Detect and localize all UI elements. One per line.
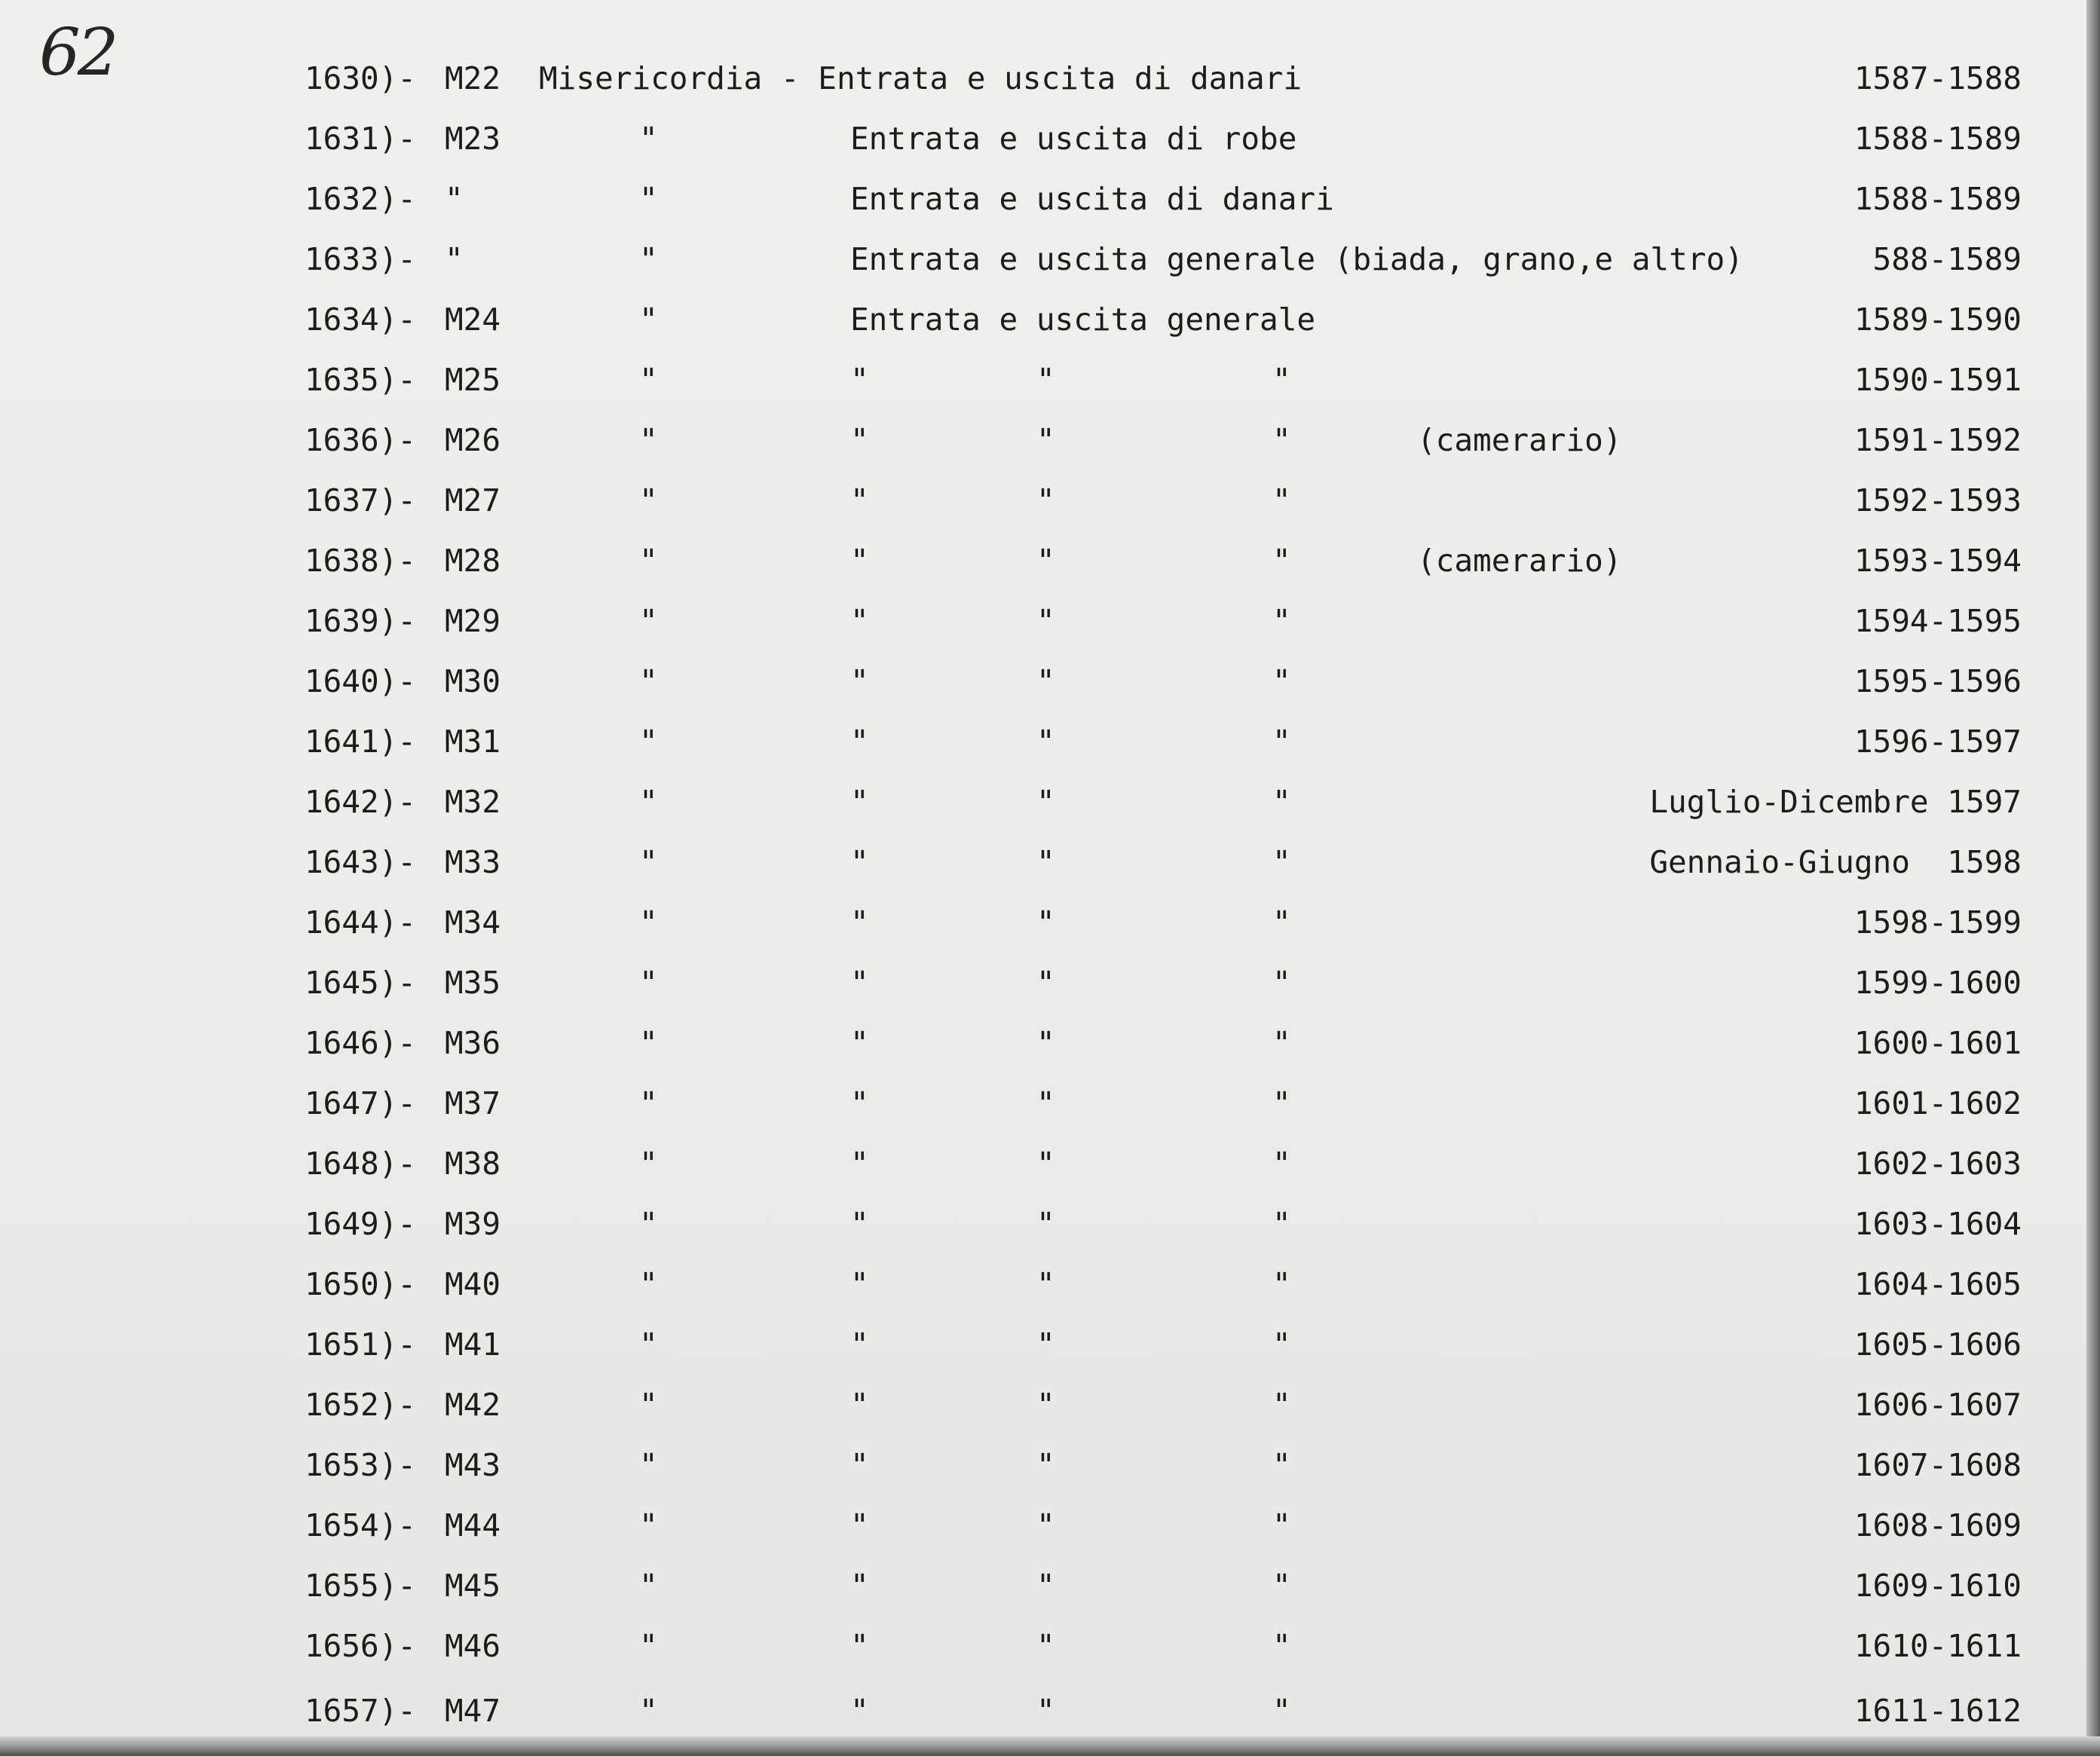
entry-years: 1604-1605 xyxy=(1854,1266,2022,1302)
shelf-mark: M22 xyxy=(445,60,501,96)
ditto-mark: " xyxy=(639,844,658,880)
entry-number: 1656)- xyxy=(305,1628,417,1664)
ditto-mark: " xyxy=(1272,663,1291,699)
ditto-mark: " xyxy=(639,1693,658,1729)
entry-years: 1595-1596 xyxy=(1854,663,2022,699)
ditto-mark: " xyxy=(1272,1025,1291,1061)
list-item xyxy=(0,289,2100,350)
entry-years: 1594-1595 xyxy=(1854,603,2022,639)
ditto-mark: " xyxy=(1272,543,1291,579)
ditto-mark: " xyxy=(639,1025,658,1061)
shelf-mark: M35 xyxy=(445,965,501,1001)
entry-years: 1587-1588 xyxy=(1854,60,2022,96)
entry-number: 1639)- xyxy=(305,603,417,639)
shelf-mark: M45 xyxy=(445,1568,501,1604)
entry-description: Entrata e uscita generale xyxy=(850,301,1316,338)
ditto-mark: " xyxy=(850,724,869,760)
shelf-mark: M46 xyxy=(445,1628,501,1664)
ditto-mark: " xyxy=(850,1507,869,1543)
ditto-mark: " xyxy=(639,1447,658,1483)
entry-years: 1596-1597 xyxy=(1854,724,2022,760)
ditto-mark: " xyxy=(1036,1266,1055,1302)
entry-number: 1646)- xyxy=(305,1025,417,1061)
ditto-mark: " xyxy=(1272,422,1291,458)
ditto-mark: " xyxy=(850,1326,869,1363)
ditto-mark: " xyxy=(1036,724,1055,760)
entry-number: 1653)- xyxy=(305,1447,417,1483)
ditto-mark: " xyxy=(1036,1326,1055,1363)
ditto-mark: " xyxy=(850,1628,869,1664)
list-item xyxy=(0,229,2100,289)
ditto-mark: " xyxy=(850,543,869,579)
ditto-mark: " xyxy=(639,422,658,458)
ditto-mark: " xyxy=(1036,1146,1055,1182)
ditto-mark: " xyxy=(639,1387,658,1423)
list-item xyxy=(0,832,2100,892)
ditto-mark: " xyxy=(1036,1085,1055,1121)
entry-years: 1590-1591 xyxy=(1854,362,2022,398)
ditto-mark: " xyxy=(1272,1085,1291,1121)
list-item xyxy=(0,1375,2100,1435)
ditto-mark: " xyxy=(1036,1387,1055,1423)
ditto-mark: " xyxy=(1036,784,1055,820)
entry-years: 1611-1612 xyxy=(1854,1693,2022,1729)
ditto-mark: " xyxy=(850,1206,869,1242)
ditto-mark: " xyxy=(1036,1447,1055,1483)
ditto-mark: " xyxy=(1272,1266,1291,1302)
entry-years: 1603-1604 xyxy=(1854,1206,2022,1242)
list-item xyxy=(0,48,2100,109)
shelf-mark: M31 xyxy=(445,724,501,760)
ditto-mark: " xyxy=(639,1085,658,1121)
shelf-mark: M25 xyxy=(445,362,501,398)
entry-number: 1654)- xyxy=(305,1507,417,1543)
ditto-mark: " xyxy=(1036,362,1055,398)
ditto-mark: " xyxy=(1036,904,1055,941)
ditto-mark: " xyxy=(1036,543,1055,579)
shelf-mark: M28 xyxy=(445,543,501,579)
list-item xyxy=(0,1616,2100,1676)
entry-years: 1589-1590 xyxy=(1854,301,2022,338)
list-item xyxy=(0,109,2100,169)
ditto-mark: " xyxy=(1036,1628,1055,1664)
entry-number: 1645)- xyxy=(305,965,417,1001)
shelf-mark: M44 xyxy=(445,1507,501,1543)
shelf-mark: M43 xyxy=(445,1447,501,1483)
list-item xyxy=(0,1495,2100,1556)
ditto-mark: " xyxy=(1272,1326,1291,1363)
entry-number: 1643)- xyxy=(305,844,417,880)
ditto-mark: " xyxy=(850,422,869,458)
shelf-mark: " xyxy=(445,181,464,217)
ditto-mark: " xyxy=(1272,1568,1291,1604)
list-item xyxy=(0,470,2100,531)
entry-years: 1606-1607 xyxy=(1854,1387,2022,1423)
ditto-mark: " xyxy=(639,121,658,157)
list-item xyxy=(0,1013,2100,1073)
entry-number: 1640)- xyxy=(305,663,417,699)
ditto-mark: " xyxy=(850,1568,869,1604)
entry-number: 1637)- xyxy=(305,482,417,519)
list-item xyxy=(0,1435,2100,1495)
ditto-mark: " xyxy=(1036,663,1055,699)
ditto-mark: " xyxy=(1036,603,1055,639)
list-item xyxy=(0,953,2100,1013)
entry-years: Gennaio-Giugno 1598 xyxy=(1649,844,2022,880)
entry-number: 1647)- xyxy=(305,1085,417,1121)
page-edge-shadow xyxy=(2086,0,2100,1756)
entry-years: 1609-1610 xyxy=(1854,1568,2022,1604)
shelf-mark: M41 xyxy=(445,1326,501,1363)
shelf-mark: M23 xyxy=(445,121,501,157)
ditto-mark: " xyxy=(639,362,658,398)
list-item xyxy=(0,410,2100,470)
entry-number: 1635)- xyxy=(305,362,417,398)
shelf-mark: M37 xyxy=(445,1085,501,1121)
ditto-mark: " xyxy=(639,663,658,699)
list-item xyxy=(0,1194,2100,1254)
ditto-mark: " xyxy=(639,1507,658,1543)
ditto-mark: " xyxy=(850,1025,869,1061)
shelf-mark: M42 xyxy=(445,1387,501,1423)
ditto-mark: " xyxy=(639,1568,658,1604)
ditto-mark: " xyxy=(850,1387,869,1423)
entry-note: (camerario) xyxy=(1417,422,1622,458)
entry-number: 1636)- xyxy=(305,422,417,458)
entry-years: 1601-1602 xyxy=(1854,1085,2022,1121)
shelf-mark: M47 xyxy=(445,1693,501,1729)
entry-years: 1591-1592 xyxy=(1854,422,2022,458)
ditto-mark: " xyxy=(1272,1387,1291,1423)
shelf-mark: M40 xyxy=(445,1266,501,1302)
list-item xyxy=(0,1133,2100,1194)
ditto-mark: " xyxy=(639,784,658,820)
entry-years: 1588-1589 xyxy=(1854,181,2022,217)
shelf-mark: M30 xyxy=(445,663,501,699)
entry-years: Luglio-Dicembre 1597 xyxy=(1649,784,2022,820)
list-item xyxy=(0,591,2100,651)
ditto-mark: " xyxy=(1036,1025,1055,1061)
shelf-mark: M34 xyxy=(445,904,501,941)
ditto-mark: " xyxy=(850,904,869,941)
ditto-mark: " xyxy=(850,362,869,398)
ditto-mark: " xyxy=(850,1693,869,1729)
ditto-mark: " xyxy=(850,1085,869,1121)
shelf-mark: M38 xyxy=(445,1146,501,1182)
shelf-mark: M29 xyxy=(445,603,501,639)
ditto-mark: " xyxy=(1272,1206,1291,1242)
ditto-mark: " xyxy=(639,1326,658,1363)
entry-number: 1641)- xyxy=(305,724,417,760)
ditto-mark: " xyxy=(1272,844,1291,880)
entry-number: 1632)- xyxy=(305,181,417,217)
page-number: 62 xyxy=(39,15,116,90)
shelf-mark: " xyxy=(445,241,464,277)
entry-years: 1599-1600 xyxy=(1854,965,2022,1001)
ditto-mark: " xyxy=(850,1447,869,1483)
entry-years: 1602-1603 xyxy=(1854,1146,2022,1182)
ditto-mark: " xyxy=(850,844,869,880)
ditto-mark: " xyxy=(1036,1568,1055,1604)
list-item xyxy=(0,1254,2100,1314)
ditto-mark: " xyxy=(639,1146,658,1182)
ditto-mark: " xyxy=(639,301,658,338)
entry-number: 1630)- xyxy=(305,60,417,96)
entry-years: 1607-1608 xyxy=(1854,1447,2022,1483)
ditto-mark: " xyxy=(1272,482,1291,519)
list-item xyxy=(0,892,2100,953)
ditto-mark: " xyxy=(639,543,658,579)
entry-description: Entrata e uscita generale (biada, grano,e altro) xyxy=(850,241,1743,277)
ditto-mark: " xyxy=(850,482,869,519)
shelf-mark: M33 xyxy=(445,844,501,880)
entry-years: 1598-1599 xyxy=(1854,904,2022,941)
list-item xyxy=(0,1314,2100,1375)
entry-years: 1605-1606 xyxy=(1854,1326,2022,1363)
ditto-mark: " xyxy=(1272,724,1291,760)
page-bottom-edge xyxy=(0,1736,2100,1756)
entry-number: 1649)- xyxy=(305,1206,417,1242)
list-item xyxy=(0,711,2100,772)
entry-years: 1588-1589 xyxy=(1854,121,2022,157)
entry-description: Misericordia - Entrata e uscita di danari xyxy=(539,60,1303,96)
entry-years: 1610-1611 xyxy=(1854,1628,2022,1664)
entry-number: 1642)- xyxy=(305,784,417,820)
entry-years: 1600-1601 xyxy=(1854,1025,2022,1061)
ditto-mark: " xyxy=(639,181,658,217)
entry-number: 1644)- xyxy=(305,904,417,941)
entry-note: (camerario) xyxy=(1417,543,1622,579)
ditto-mark: " xyxy=(1272,904,1291,941)
ditto-mark: " xyxy=(639,603,658,639)
ditto-mark: " xyxy=(1272,784,1291,820)
entry-years: 1608-1609 xyxy=(1854,1507,2022,1543)
entry-number: 1638)- xyxy=(305,543,417,579)
list-item xyxy=(0,1073,2100,1133)
ditto-mark: " xyxy=(1036,482,1055,519)
entry-number: 1633)- xyxy=(305,241,417,277)
list-item xyxy=(0,531,2100,591)
ditto-mark: " xyxy=(1272,1146,1291,1182)
list-item xyxy=(0,772,2100,832)
list-item xyxy=(0,651,2100,711)
shelf-mark: M39 xyxy=(445,1206,501,1242)
ditto-mark: " xyxy=(1272,1693,1291,1729)
entry-number: 1631)- xyxy=(305,121,417,157)
ditto-mark: " xyxy=(639,482,658,519)
entry-number: 1652)- xyxy=(305,1387,417,1423)
ditto-mark: " xyxy=(850,1146,869,1182)
ditto-mark: " xyxy=(639,1266,658,1302)
ditto-mark: " xyxy=(1272,603,1291,639)
ditto-mark: " xyxy=(1036,422,1055,458)
list-item xyxy=(0,1556,2100,1616)
entry-description: Entrata e uscita di robe xyxy=(850,121,1297,157)
list-item xyxy=(0,1681,2100,1741)
entry-number: 1655)- xyxy=(305,1568,417,1604)
list-item xyxy=(0,169,2100,229)
entry-number: 1651)- xyxy=(305,1326,417,1363)
ditto-mark: " xyxy=(850,603,869,639)
ditto-mark: " xyxy=(1036,1507,1055,1543)
shelf-mark: M27 xyxy=(445,482,501,519)
ditto-mark: " xyxy=(1036,1206,1055,1242)
ditto-mark: " xyxy=(850,1266,869,1302)
ditto-mark: " xyxy=(1272,1628,1291,1664)
entry-years: 1593-1594 xyxy=(1854,543,2022,579)
ditto-mark: " xyxy=(1272,362,1291,398)
ditto-mark: " xyxy=(639,965,658,1001)
shelf-mark: M24 xyxy=(445,301,501,338)
shelf-mark: M36 xyxy=(445,1025,501,1061)
ditto-mark: " xyxy=(1272,1507,1291,1543)
entry-number: 1648)- xyxy=(305,1146,417,1182)
ditto-mark: " xyxy=(639,724,658,760)
ditto-mark: " xyxy=(850,663,869,699)
entry-number: 1650)- xyxy=(305,1266,417,1302)
entry-years: 1592-1593 xyxy=(1854,482,2022,519)
entry-years: 588-1589 xyxy=(1872,241,2022,277)
ditto-mark: " xyxy=(639,241,658,277)
ditto-mark: " xyxy=(1272,965,1291,1001)
entry-description: Entrata e uscita di danari xyxy=(850,181,1334,217)
ditto-mark: " xyxy=(1272,1447,1291,1483)
entry-number: 1634)- xyxy=(305,301,417,338)
ditto-mark: " xyxy=(639,904,658,941)
ditto-mark: " xyxy=(639,1628,658,1664)
shelf-mark: M32 xyxy=(445,784,501,820)
entry-number: 1657)- xyxy=(305,1693,417,1729)
ditto-mark: " xyxy=(850,784,869,820)
ditto-mark: " xyxy=(850,965,869,1001)
ditto-mark: " xyxy=(1036,1693,1055,1729)
shelf-mark: M26 xyxy=(445,422,501,458)
ditto-mark: " xyxy=(1036,844,1055,880)
list-item xyxy=(0,350,2100,410)
ditto-mark: " xyxy=(1036,965,1055,1001)
ditto-mark: " xyxy=(639,1206,658,1242)
